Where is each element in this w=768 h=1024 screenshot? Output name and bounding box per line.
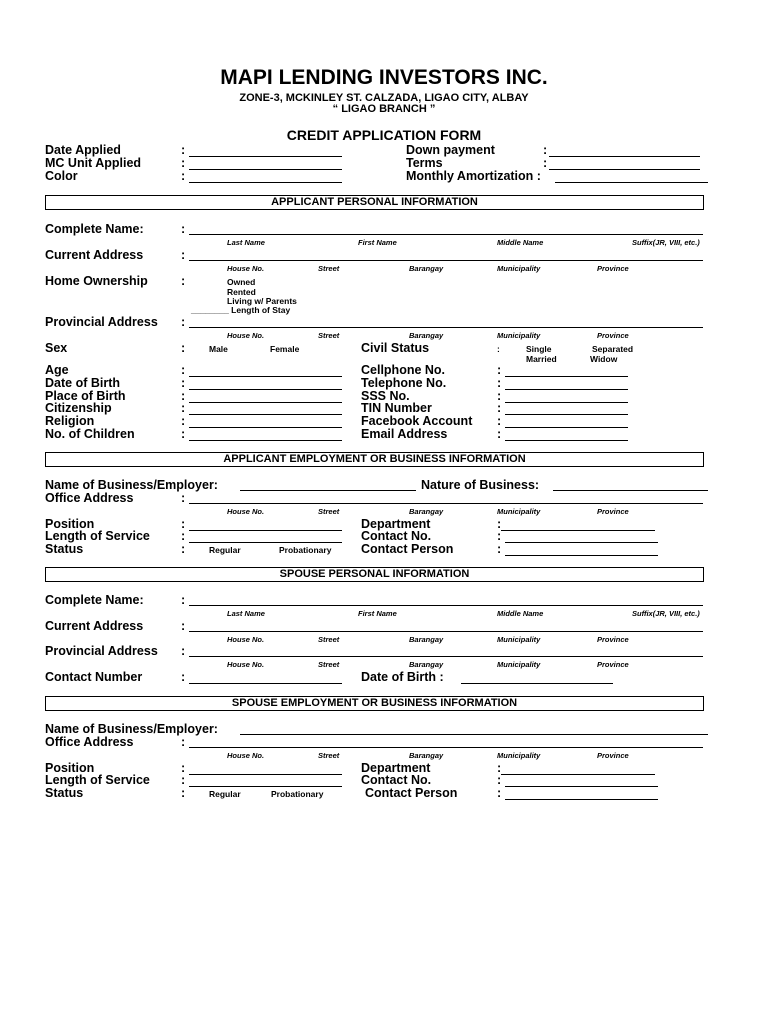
colon: : <box>181 542 186 556</box>
sub-province: Province <box>597 635 629 644</box>
status-label: Status <box>45 542 84 556</box>
colon: : <box>181 156 186 170</box>
name-of-business-label: Name of Business/Employer: <box>45 478 218 492</box>
option-widow[interactable]: Widow <box>590 354 618 364</box>
telephone-field[interactable] <box>505 389 628 390</box>
cellphone-label: Cellphone No. <box>361 363 446 377</box>
option-separated[interactable]: Separated <box>592 344 634 354</box>
spouse-position-label: Position <box>45 761 95 775</box>
spouse-office-address-field[interactable] <box>189 747 703 748</box>
complete-name-field[interactable] <box>189 234 703 235</box>
date-applied-field[interactable] <box>189 156 342 157</box>
civil-status-label: Civil Status <box>361 341 430 355</box>
no-of-children-label: No. of Children <box>45 427 135 441</box>
colon: : <box>497 376 502 390</box>
age-field[interactable] <box>189 376 342 377</box>
monthly-amortization-field[interactable] <box>555 182 708 183</box>
down-payment-field[interactable] <box>549 156 700 157</box>
section-header-spouse-employment <box>45 696 704 711</box>
colon: : <box>181 389 186 403</box>
sub-barangay: Barangay <box>409 635 444 644</box>
mc-unit-field[interactable] <box>189 169 342 170</box>
office-address-field[interactable] <box>189 503 703 504</box>
spouse-contact-person-field[interactable] <box>505 799 658 800</box>
name-of-business-field[interactable] <box>240 490 416 491</box>
spouse-name-of-business-label: Name of Business/Employer: <box>45 722 218 736</box>
spouse-current-address-field[interactable] <box>189 631 703 632</box>
sub-street: Street <box>318 264 340 273</box>
sub-last-name: Last Name <box>227 238 265 247</box>
religion-field[interactable] <box>189 427 342 428</box>
tin-field[interactable] <box>505 414 628 415</box>
age-label: Age <box>45 363 69 377</box>
colon: : <box>181 670 186 684</box>
place-of-birth-field[interactable] <box>189 402 342 403</box>
sub-house-no: House No. <box>227 660 265 669</box>
option-regular[interactable]: Regular <box>209 789 241 799</box>
email-field[interactable] <box>505 440 628 441</box>
spouse-current-address-label: Current Address <box>45 619 144 633</box>
colon: : <box>181 274 186 288</box>
sub-first-name: First Name <box>358 238 397 247</box>
colon: : <box>181 773 186 787</box>
colon: : <box>181 491 186 505</box>
colon: : <box>497 786 502 800</box>
spouse-complete-name-label: Complete Name: <box>45 593 144 607</box>
length-of-service-label: Length of Service <box>45 529 150 543</box>
spouse-contact-number-field[interactable] <box>189 683 342 684</box>
sub-municipality: Municipality <box>497 660 541 669</box>
spouse-complete-name-field[interactable] <box>189 605 703 606</box>
terms-label: Terms <box>406 156 443 170</box>
option-male[interactable]: Male <box>209 344 228 354</box>
colon: : <box>497 761 502 775</box>
company-address: ZONE-3, MCKINLEY ST. CALZADA, LIGAO CITY, ALBAY <box>239 92 529 104</box>
sub-province: Province <box>597 331 629 340</box>
sub-middle-name: Middle Name <box>497 609 544 618</box>
sub-suffix: Suffix(JR, VIII, etc.) <box>632 238 700 247</box>
no-of-children-field[interactable] <box>189 440 342 441</box>
section-header-spouse-personal <box>45 567 704 582</box>
sub-province: Province <box>597 751 629 760</box>
colon: : <box>181 735 186 749</box>
sub-house-no: House No. <box>227 264 265 273</box>
section-title: SPOUSE EMPLOYMENT OR BUSINESS INFORMATION <box>231 697 518 709</box>
contact-person-label: Contact Person <box>361 542 454 556</box>
option-length-of-stay[interactable]: ________ Length of Stay <box>191 305 291 315</box>
position-label: Position <box>45 517 95 531</box>
colon: : <box>497 517 502 531</box>
spouse-length-of-service-field[interactable] <box>189 786 342 787</box>
colon: : <box>497 773 502 787</box>
sub-suffix: Suffix(JR, VIII, etc.) <box>632 609 700 618</box>
spouse-provincial-address-field[interactable] <box>189 656 703 657</box>
contact-person-field[interactable] <box>505 555 658 556</box>
colon: : <box>181 169 186 183</box>
colon: : <box>181 143 186 157</box>
option-living-w-parents[interactable]: Living w/ Parents <box>227 296 297 306</box>
colon: : <box>181 222 186 236</box>
colon: : <box>181 644 186 658</box>
colon: : <box>181 341 186 355</box>
colon: : <box>181 593 186 607</box>
sub-house-no: House No. <box>227 751 265 760</box>
spouse-contact-person-label: Contact Person <box>365 786 458 800</box>
section-header-applicant-personal <box>45 195 704 210</box>
terms-field[interactable] <box>549 169 700 170</box>
mc-unit-label: MC Unit Applied <box>45 156 142 170</box>
provincial-address-field[interactable] <box>189 327 703 328</box>
colon: : <box>181 248 186 262</box>
place-of-birth-label: Place of Birth <box>45 389 126 403</box>
sub-street: Street <box>318 751 340 760</box>
spouse-office-address-label: Office Address <box>45 735 134 749</box>
sub-municipality: Municipality <box>497 635 541 644</box>
section-title: APPLICANT EMPLOYMENT OR BUSINESS INFORMATION <box>223 453 526 465</box>
sub-municipality: Municipality <box>497 507 541 516</box>
colon: : <box>181 619 186 633</box>
spouse-date-of-birth-label: Date of Birth : <box>361 670 444 684</box>
colon: : <box>543 143 548 157</box>
sub-street: Street <box>318 331 340 340</box>
colon: : <box>497 344 500 354</box>
colon: : <box>181 315 186 329</box>
option-married[interactable]: Married <box>526 354 557 364</box>
sub-province: Province <box>597 264 629 273</box>
option-regular[interactable]: Regular <box>209 545 241 555</box>
sub-first-name: First Name <box>358 609 397 618</box>
colon: : <box>497 414 502 428</box>
email-label: Email Address <box>361 427 448 441</box>
contact-no-label: Contact No. <box>361 529 432 543</box>
facebook-label: Facebook Account <box>361 414 473 428</box>
sub-middle-name: Middle Name <box>497 238 544 247</box>
colon: : <box>181 414 186 428</box>
home-ownership-label: Home Ownership <box>45 274 148 288</box>
sub-municipality: Municipality <box>497 751 541 760</box>
sub-municipality: Municipality <box>497 264 541 273</box>
form-title: CREDIT APPLICATION FORM <box>286 127 482 143</box>
down-payment-label: Down payment <box>406 143 495 157</box>
colon: : <box>497 389 502 403</box>
sub-street: Street <box>318 635 340 644</box>
company-name: MAPI LENDING INVESTORS INC. <box>220 66 548 89</box>
option-single[interactable]: Single <box>526 344 552 354</box>
citizenship-label: Citizenship <box>45 401 112 415</box>
date-applied-label: Date Applied <box>45 143 121 157</box>
sub-barangay: Barangay <box>409 751 444 760</box>
date-of-birth-field[interactable] <box>189 389 342 390</box>
citizenship-field[interactable] <box>189 414 342 415</box>
colon: : <box>181 517 186 531</box>
colon: : <box>497 529 502 543</box>
monthly-amortization-label: Monthly Amortization : <box>406 169 541 183</box>
option-probationary[interactable]: Probationary <box>279 545 332 555</box>
length-of-service-field[interactable] <box>189 542 342 543</box>
option-rented[interactable]: Rented <box>227 287 256 297</box>
spouse-contact-no-field[interactable] <box>505 786 658 787</box>
colon: : <box>181 401 186 415</box>
section-header-applicant-employment <box>45 452 704 467</box>
spouse-position-field[interactable] <box>189 774 342 775</box>
nature-of-business-label: Nature of Business: <box>421 478 540 492</box>
option-owned[interactable]: Owned <box>227 277 256 287</box>
sss-field[interactable] <box>505 402 628 403</box>
colon: : <box>181 786 186 800</box>
facebook-field[interactable] <box>505 427 628 428</box>
sub-last-name: Last Name <box>227 609 265 618</box>
color-field[interactable] <box>189 182 342 183</box>
department-label: Department <box>361 517 431 531</box>
spouse-provincial-address-label: Provincial Address <box>45 644 158 658</box>
sub-province: Province <box>597 660 629 669</box>
option-female[interactable]: Female <box>270 344 300 354</box>
nature-of-business-field[interactable] <box>553 490 708 491</box>
colon: : <box>497 401 502 415</box>
sub-street: Street <box>318 507 340 516</box>
sub-street: Street <box>318 660 340 669</box>
position-field[interactable] <box>189 530 342 531</box>
section-title: APPLICANT PERSONAL INFORMATION <box>271 196 478 208</box>
spouse-contact-no-label: Contact No. <box>361 773 432 787</box>
sub-barangay: Barangay <box>409 507 444 516</box>
colon: : <box>181 761 186 775</box>
branch-name: “ LIGAO BRANCH ” <box>332 103 436 115</box>
spouse-length-of-service-label: Length of Service <box>45 773 150 787</box>
spouse-contact-number-label: Contact Number <box>45 670 143 684</box>
colon: : <box>181 363 186 377</box>
sss-label: SSS No. <box>361 389 410 403</box>
spouse-department-field[interactable] <box>501 774 655 775</box>
sub-house-no: House No. <box>227 635 265 644</box>
colon: : <box>181 376 186 390</box>
complete-name-label: Complete Name: <box>45 222 144 236</box>
colon: : <box>543 156 548 170</box>
tin-label: TIN Number <box>361 401 432 415</box>
sub-barangay: Barangay <box>409 331 444 340</box>
department-field[interactable] <box>501 530 655 531</box>
colon: : <box>497 363 502 377</box>
section-title: SPOUSE PERSONAL INFORMATION <box>279 568 470 580</box>
sub-municipality: Municipality <box>497 331 541 340</box>
sub-house-no: House No. <box>227 331 265 340</box>
contact-no-field[interactable] <box>505 542 658 543</box>
color-label: Color <box>45 169 78 183</box>
sub-barangay: Barangay <box>409 264 444 273</box>
colon: : <box>497 542 502 556</box>
sub-house-no: House No. <box>227 507 265 516</box>
cellphone-field[interactable] <box>505 376 628 377</box>
telephone-label: Telephone No. <box>361 376 447 390</box>
spouse-name-of-business-field[interactable] <box>240 734 708 735</box>
religion-label: Religion <box>45 414 95 428</box>
colon: : <box>497 427 502 441</box>
sub-barangay: Barangay <box>409 660 444 669</box>
sex-label: Sex <box>45 341 68 355</box>
current-address-label: Current Address <box>45 248 144 262</box>
date-of-birth-label: Date of Birth <box>45 376 120 390</box>
colon: : <box>181 427 186 441</box>
spouse-department-label: Department <box>361 761 431 775</box>
spouse-date-of-birth-field[interactable] <box>461 683 613 684</box>
option-probationary[interactable]: Probationary <box>271 789 324 799</box>
sub-province: Province <box>597 507 629 516</box>
office-address-label: Office Address <box>45 491 134 505</box>
colon: : <box>181 529 186 543</box>
spouse-status-label: Status <box>45 786 84 800</box>
current-address-field[interactable] <box>189 260 703 261</box>
provincial-address-label: Provincial Address <box>45 315 158 329</box>
